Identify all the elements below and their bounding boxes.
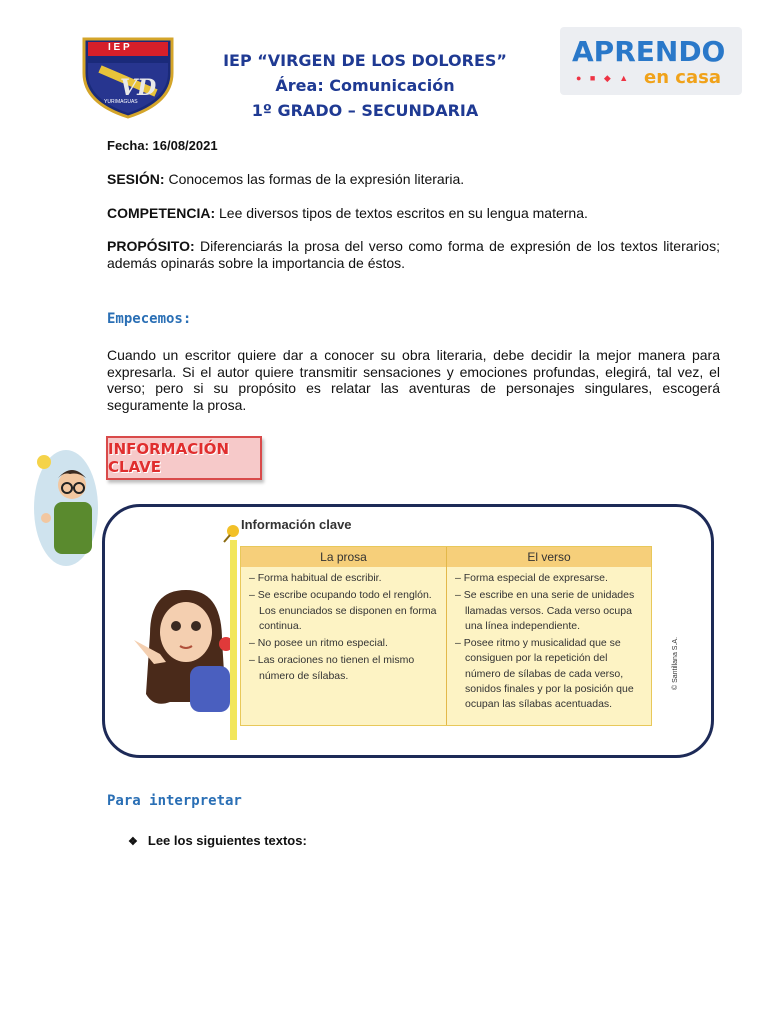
crest-monogram: VD [120, 75, 157, 101]
instruction-text: Lee los siguientes textos: [147, 833, 307, 848]
prosa-item: – Se escribe ocupando todo el renglón. Los enunciados se disponen en forma continua. [249, 589, 437, 632]
section-heading-empecemos: Empecemos: [107, 311, 192, 327]
prosa-cell [249, 571, 439, 684]
prosa-item: – Las oraciones no tienen el mismo número de sílabas. [249, 654, 415, 682]
school-header [190, 48, 540, 123]
logo-sub-text: en casa [644, 67, 721, 88]
logo-main-text: APRENDO [572, 35, 726, 68]
verso-item: – Forma especial de expresarse. [455, 572, 608, 584]
logo-shapes-icon: ● ■ ◆ ▲ [576, 73, 632, 83]
key-info-badge [106, 436, 262, 480]
prosa-item: – Forma habitual de escribir. [249, 572, 382, 584]
prosa-verso-table [240, 546, 652, 726]
diamond-bullet-icon: ❖ [128, 836, 138, 848]
key-info-badge-text: INFORMACIÓN CLAVE [108, 440, 230, 476]
crest-top-text: I E P [108, 42, 130, 53]
verso-cell [455, 571, 645, 713]
instruction-bullet [128, 833, 307, 848]
session-text: Conocemos las formas de la expresión literaria. [164, 171, 465, 187]
lightbulb-icon [37, 455, 51, 469]
crest-bottom-text: YURIMAGUAS [104, 99, 138, 105]
school-crest [80, 33, 176, 119]
verso-item: – Posee ritmo y musicalidad que se consiguen por la repetición del número de sílabas de cada verso, sonidos finales y por la posición que ocupan las sílabas acentuadas. [455, 637, 634, 711]
purpose-paragraph [107, 238, 720, 271]
copyright-text: © Santillana S.A. [672, 636, 679, 690]
grade-title: 1º GRADO – SECUNDARIA [251, 101, 479, 120]
purpose-text: Diferenciarás la prosa del verso como forma de expresión de los textos literarios; además opinarás sobre la importancia de éstos. [107, 238, 720, 271]
competence-label: COMPETENCIA: [107, 205, 216, 221]
verso-item: – Se escribe en una serie de unidades llamadas versos. Cada verso ocupa una línea independiente. [455, 589, 635, 632]
boy-character-illustration [30, 440, 100, 568]
prosa-item: – No posee un ritmo especial. [249, 637, 388, 650]
key-info-title: Información clave [241, 517, 352, 532]
aprendo-en-casa-logo [560, 27, 742, 95]
column-divider [446, 547, 447, 725]
session-line [107, 171, 720, 188]
column-header-verso: El verso [447, 547, 651, 567]
column-header-prosa: La prosa [241, 547, 446, 567]
competence-line [107, 205, 720, 222]
session-label: SESIÓN: [107, 171, 165, 187]
pushpin-icon [222, 524, 240, 544]
purpose-label: PROPÓSITO: [107, 238, 195, 254]
girl-character-illustration [130, 584, 234, 714]
area-title: Área: Comunicación [275, 76, 455, 95]
date-line: Fecha: 16/08/2021 [107, 138, 218, 153]
school-name: IEP “VIRGEN DE LOS DOLORES” [223, 51, 507, 70]
competence-text: Lee diversos tipos de textos escritos en su lengua materna. [215, 205, 588, 221]
section-heading-interpretar: Para interpretar [107, 793, 242, 809]
intro-paragraph: Cuando un escritor quiere dar a conocer su obra literaria, debe decidir la mejor manera para expresarla. Si el autor quiere transmitir sensaciones y emociones profundas, elegirá, tal vez, el verso; pero si su propósito es relatar las aventuras de personajes singulares, escogerá seguramente la prosa. [107, 347, 720, 413]
pin-bar [230, 540, 237, 740]
